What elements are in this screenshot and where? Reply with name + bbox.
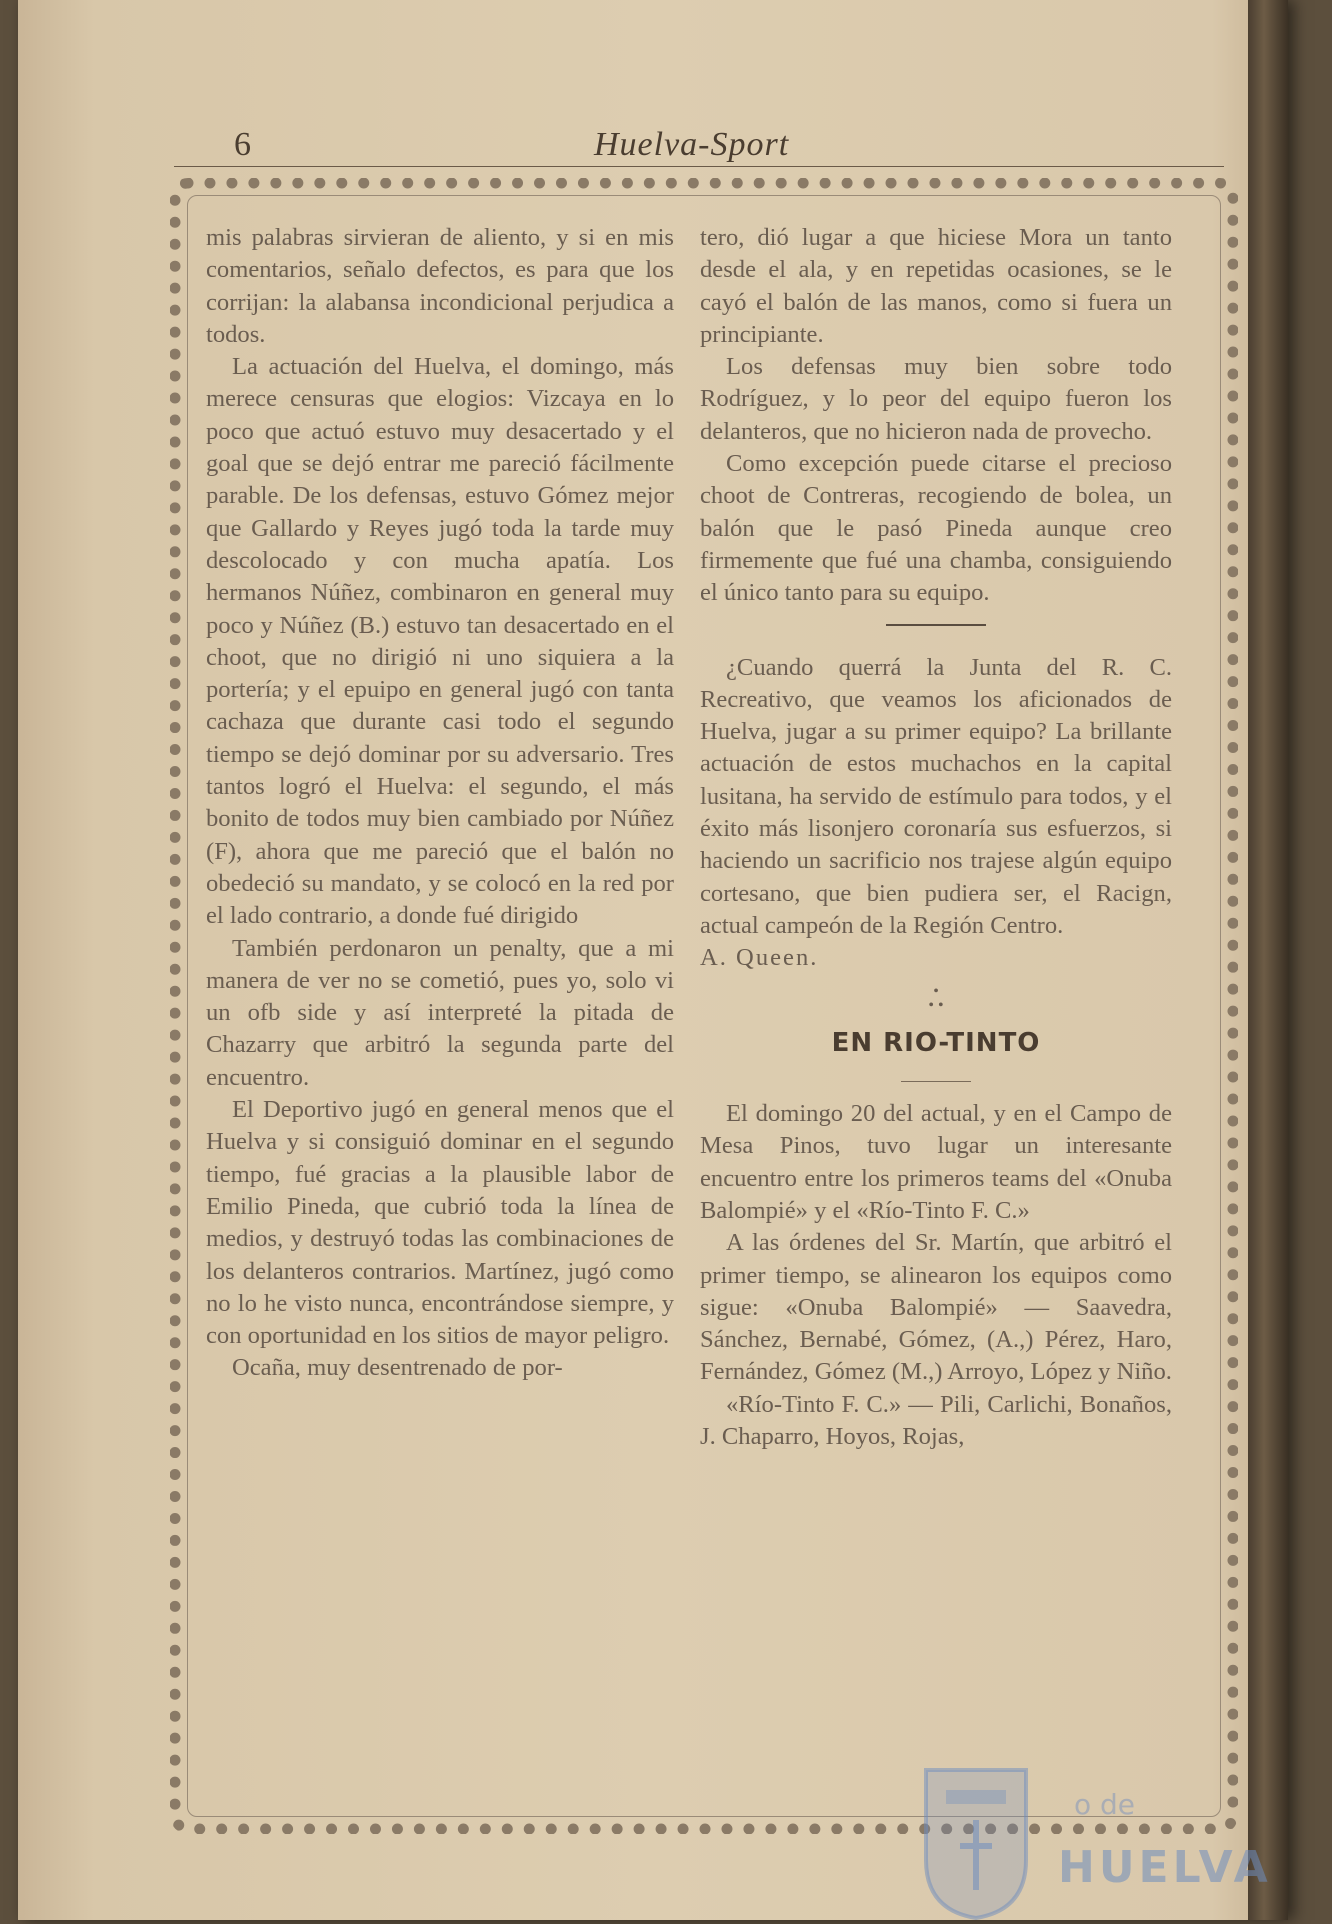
paragraph: Como excepción puede citarse el precioso choot de Contreras, recogiendo de bolea, un balón que le pasó Pineda aunque creo firmemente que fué una chamba, consiguiendo el único tanto para su equipo. [700,450,1172,607]
paragraph: ¿Cuando querrá la Junta del R. C. Recreativo, que veamos los aficionados de Huelva, jugar a su primer equipo? La brillante actuación de estos muchachos en la capital lusitana, ha servido de estímulo para todos, y el éxito más lisonjero coronaría sus esfuerzos, si haciendo un sacrificio nos trajese algún equipo cortesano, que bien pudiera ser, el Racign, actual campeón de la Región Centro. [700,653,1172,939]
section-heading: EN RIO-TINTO [831,1027,1041,1058]
left-column [206,222,674,1385]
paragraph: tero, dió lugar a que hiciese Mora un tanto desde el ala, y en repetidas ocasiones, se le cayó el balón de las manos, como si fuera un principiante. [700,224,1172,348]
paragraph: El Deportivo jugó en general menos que el Huelva y si consiguió dominar en el segundo tiempo, fué gracias a la plausible labor de Emilio Pineda, que cubrió toda la línea de medios, y destruyó todas las combinaciones de los delanteros contrarios. Martínez, jugó como no lo he visto nunca, encontrándose siempre, y con oportunidad en los sitios de mayor peligro. [206,1096,674,1350]
paragraph: Ocaña, muy desentrenado de por- [232,1354,563,1382]
paragraph: Los defensas muy bien sobre todo Rodríguez, y lo peor del equipo fueron los delanteros, que no hicieron nada de provecho. [700,353,1172,445]
paragraph: La actuación del Huelva, el domingo, más merece censuras que elogios: Vizcaya en lo poco que actuó estuvo muy desacertado y el goal que se dejó entrar me pareció fácilmente parable. De los defensas, estuvo Gómez mejor que Gallardo y Reyes jugó toda la tarde muy descolocado y con mucha apatía. Los hermanos Núñez, combinaron en general muy poco y Núñez (B.) estuvo tan desacertado en el choot, que no dirigió ni uno siquiera a la portería; y el epuipo en general jugó con tanta cachaza que durante casi todo el segundo tiempo se dejó dominar por su adversario. Tres tantos logró el Huelva: el segundo, el más bonito de todos muy bien cambiado por Núñez (F), ahora que me pareció que el balón no obedeció su mandato, y se colocó en la red por el lado contrario, a donde fué dirigido [206,353,674,930]
author-signature: A. Queen. [700,944,819,972]
running-head [174,124,1224,167]
right-column [700,222,1172,1453]
paragraph: También perdonaron un penalty, que a mi manera de ver no se cometió, pues yo, solo vi un ofb side y así interpreté la pitada de Chazarry que arbitró la segunda parte del encuentro. [206,934,674,1091]
ornament-dots: • • • [928,982,944,1014]
watermark-text: o de [1074,1788,1136,1821]
journal-title: Huelva-Sport [594,126,790,163]
page-number: 6 [234,126,251,163]
heading-rule [901,1081,971,1083]
paragraph: El domingo 20 del actual, y en el Campo de Mesa Pinos, tuvo lugar un interesante encuentro entre los primeros teams del «Onuba Balompié» y el «Río-Tinto F. C.» [700,1100,1172,1224]
section-divider [886,624,986,626]
book-spine [1248,0,1288,1920]
paragraph: «Río-Tinto F. C.» — Pili, Carlichi, Bonaños, J. Chaparro, Hoyos, Rojas, [700,1390,1172,1450]
paragraph: mis palabras sirvieran de aliento, y si en mis comentarios, señalo defectos, es para que los corrijan: la alabansa incondicional perjudica a todos. [206,224,674,348]
watermark-word: HUELVA [1058,1842,1272,1893]
paragraph: A las órdenes del Sr. Martín, que arbitró el primer tiempo, se alinearon los equipos como sigue: «Onuba Balompié» — Saavedra, Sánchez, Bernabé, Gómez, (A.,) Pérez, Haro, Fernández, Gómez (M.,) Arroyo, López y Niño. [700,1229,1172,1386]
